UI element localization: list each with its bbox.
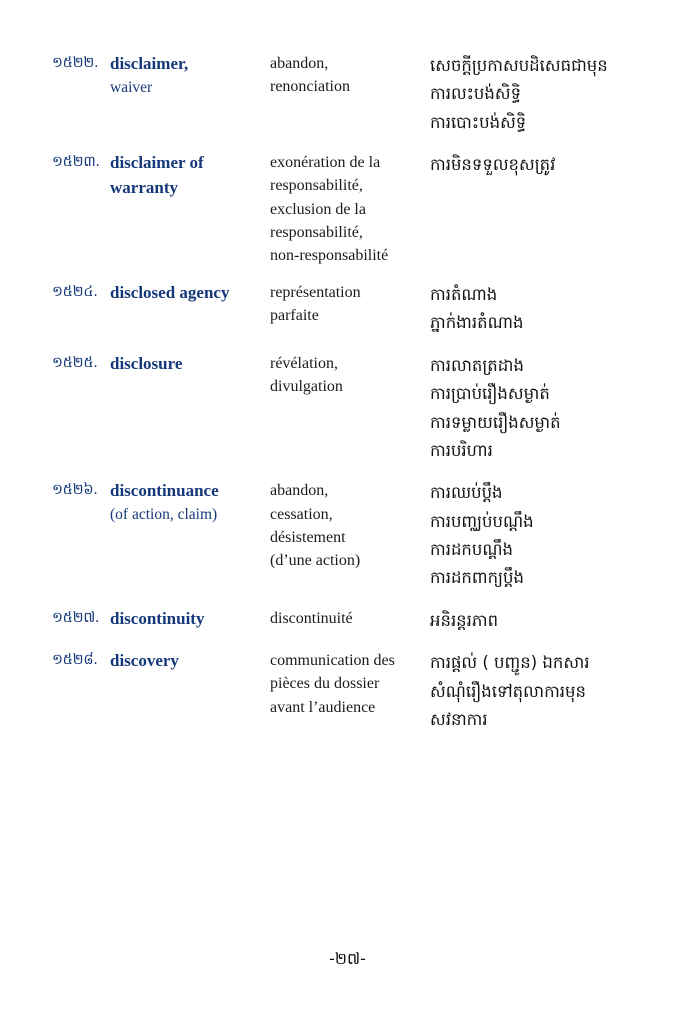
entry-term-line1: disclosed agency [110,283,230,303]
entry-term-line1: discontinuity [110,608,205,628]
khmer-line: ភ្នាក់ងារតំណាង [430,313,524,333]
entry-french [270,352,430,466]
khmer-line: សំណុំរឿងទៅតុលាការមុន [430,681,586,701]
entry-term [110,151,270,267]
french-line: désistement [270,528,346,546]
khmer-line: ការបោះបង់សិទ្ធិ [430,112,527,132]
entry-number: ១៥២៤. [52,284,98,301]
entry-term [110,479,270,593]
entry-term [110,352,270,466]
french-line: parfaite [270,307,319,325]
page-number: -២៧- [329,949,366,968]
dictionary-entry [52,52,655,137]
entry-khmer [430,281,655,338]
entry-term-line1: discontinuance [110,481,219,501]
entry-khmer [430,352,655,466]
french-line: cessation, [270,505,333,523]
khmer-line: ការលះបង់សិទ្ធិ [430,84,522,104]
entry-term-line1: discovery [110,651,179,671]
french-line: (d’une action) [270,551,361,569]
french-line: exonération de la [270,154,381,172]
entry-khmer [430,607,655,635]
entry-khmer [430,52,655,137]
dictionary-entry [52,479,655,593]
french-line: exclusion de la [270,200,366,218]
khmer-line: អនិរន្តរភាព [430,610,499,630]
entry-term-line1: disclaimer, [110,54,189,73]
entry-term-line2: waiver [110,78,153,96]
khmer-line: ការតំណាង [430,285,498,305]
entry-number: ១៥២២. [52,55,99,71]
entry-term [110,281,270,338]
french-line: responsabilité, [270,223,363,241]
french-line: révélation, [270,354,338,372]
entry-list [52,52,655,734]
french-line: renonciation [270,78,350,96]
khmer-line: ការទម្លាយរឿងសម្ងាត់ [430,412,561,432]
dictionary-entry [52,281,655,338]
entry-term-line2: warranty [110,177,178,197]
khmer-line: ការបរិហារ [430,440,493,460]
khmer-line: ការឈប់ប្ដឹង [430,483,503,503]
french-line: abandon, [270,482,329,500]
dictionary-entry [52,649,655,734]
french-line: pièces du dossier [270,675,380,693]
khmer-line: ការលាតត្រដាង [430,355,524,375]
khmer-line: ការដកពាក្យប្ដឹង [430,568,524,588]
entry-term-line1: disclaimer of [110,153,204,173]
entry-term-line2: (of action, claim) [110,505,218,523]
khmer-line: ការផ្ដល់ ( បញ្ជូន) ឯកសារ [430,653,590,673]
khmer-line: ការបញ្ឈប់បណ្ដឹង [430,511,534,531]
khmer-line: ការមិនទទួលខុសត្រូវ [430,155,556,175]
entry-khmer [430,151,655,267]
khmer-line: ការដកបណ្ដឹង [430,540,513,560]
french-line: discontinuité [270,609,353,627]
entry-french [270,281,430,338]
entry-khmer [430,649,655,734]
entry-french [270,151,430,267]
entry-term [110,52,270,137]
entry-french [270,52,430,137]
dictionary-entry [52,352,655,466]
entry-number: ១៥២៨. [52,652,98,669]
khmer-line: សវនាការ [430,709,488,729]
french-line: communication des [270,652,395,670]
entry-french [270,649,430,734]
french-line: divulgation [270,378,343,395]
dictionary-entry [52,607,655,635]
entry-number: ១៥២៧. [52,609,100,626]
french-line: non-responsabilité [270,246,389,264]
french-line: avant l’audience [270,698,376,716]
entry-french [270,607,430,635]
entry-term-line1: disclosure [110,353,183,373]
entry-french [270,479,430,593]
khmer-line: សេចក្ដីប្រកាសបដិសេធជាមុន [430,56,608,75]
entry-number: ១៥២៦. [52,482,98,499]
entry-number: ១៥២៥. [52,354,98,371]
khmer-line: ការប្រាប់រឿងសម្ងាត់ [430,384,550,404]
entry-number: ១៥២៣. [52,154,100,171]
french-line: représentation [270,284,361,302]
french-line: abandon, [270,55,329,72]
dictionary-entry [52,151,655,267]
entry-khmer [430,479,655,593]
entry-term [110,607,270,635]
entry-term [110,649,270,734]
french-line: responsabilité, [270,177,363,195]
